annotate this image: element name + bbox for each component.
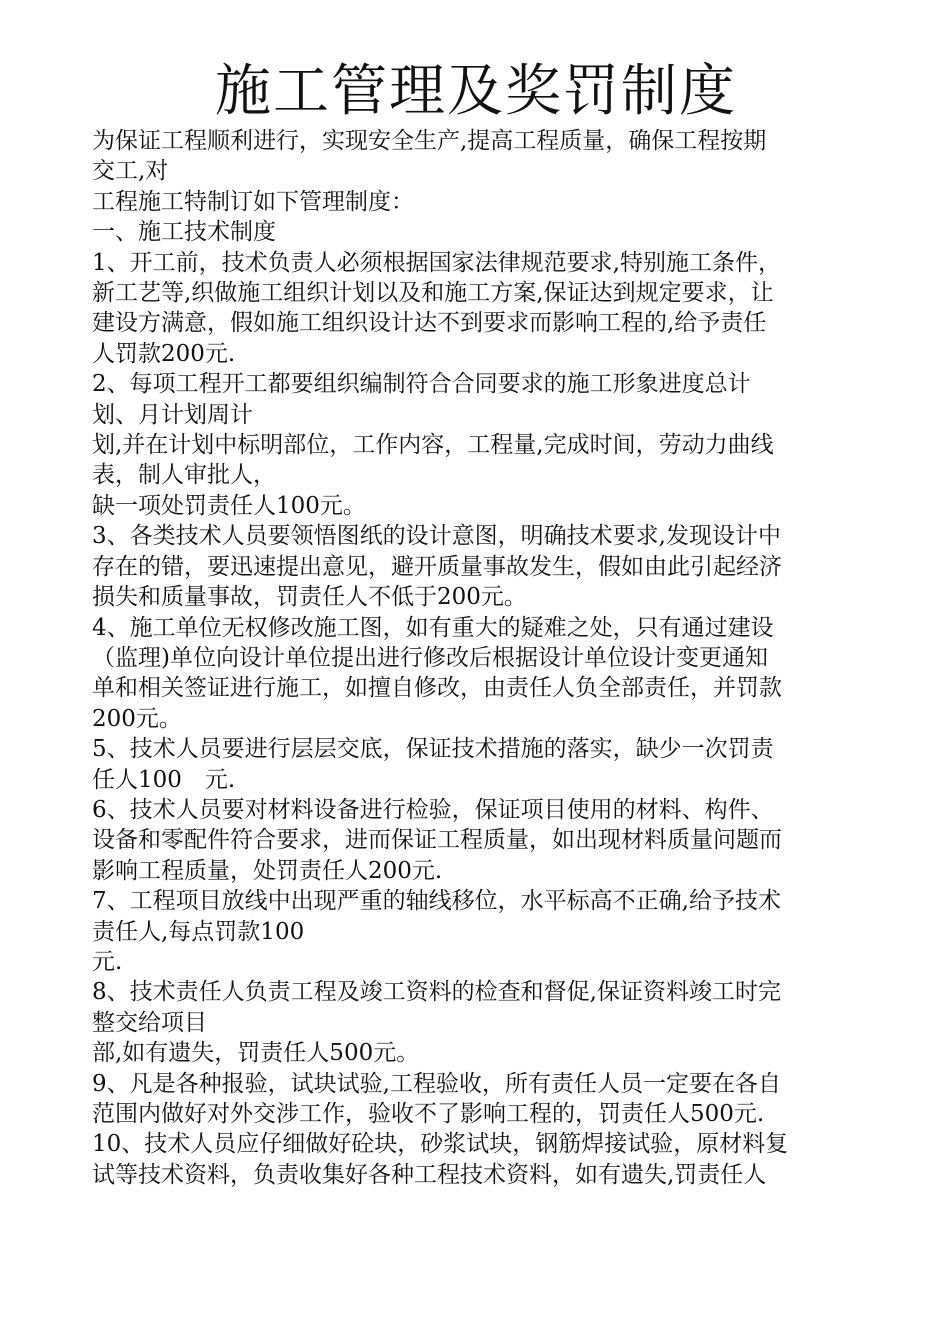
text-line: 任人100 元.: [92, 766, 236, 793]
section-heading: 一、施工技术制度: [92, 219, 276, 246]
text-line: 为保证工程顺利进行，实现安全生产,提高工程质量，确保工程按期: [92, 128, 767, 154]
text-line: 元.: [92, 948, 123, 975]
document-title: 施工管理及奖罚制度: [215, 59, 737, 124]
text-line: 2、每项工程开工都要组织编制符合合同要求的施工形象进度总计: [92, 371, 751, 398]
text-line: 7、工程项目放线中出现严重的轴线移位，水平标高不正确,给予技术: [92, 888, 781, 915]
text-line: 5、技术人员要进行层层交底，保证技术措施的落实，缺少一次罚责: [92, 736, 774, 763]
text-line: 整交给项目: [92, 1009, 207, 1036]
text-line: 范围内做好对外交涉工作，验收不了影响工程的，罚责任人500元.: [92, 1101, 765, 1127]
text-line: 试等技术资料，负责收集好各种工程技术资料，如有遗失,罚责任人: [92, 1161, 767, 1188]
document-page: [92, 58, 860, 1190]
text-line: 损失和质量事故，罚责任人不低于200元。: [92, 584, 527, 611]
text-line: 6、技术人员要对材料设备进行检验，保证项目使用的材料、构件、: [92, 796, 774, 823]
text-line: 存在的错，要迅速提出意见，避开质量事故发生，假如由此引起经济: [92, 553, 782, 580]
text-line: 划、月计划周计: [92, 401, 253, 428]
text-line: 建设方满意，假如施工组织设计达不到要求而影响工程的,给予责任: [92, 310, 767, 337]
text-line: 1、开工前，技术负责人必须根据国家法律规范要求,特别施工条件，: [92, 249, 781, 276]
text-line: 影响工程质量，处罚责任人200元.: [92, 857, 443, 884]
text-line: 部,如有遗失，罚责任人500元。: [92, 1040, 420, 1067]
text-line: 单和相关签证进行施工，如擅自修改，由责任人负全部责任，并罚款: [92, 675, 782, 702]
text-line: 新工艺等,织做施工组织计划以及和施工方案,保证达到规定要求，让: [92, 280, 774, 307]
text-line: 人罚款200元.: [92, 340, 236, 367]
text-line: 9、凡是各种报验，试块试验,工程验收，所有责任人员一定要在各自: [92, 1070, 781, 1097]
text-line: 表，制人审批人，: [92, 462, 276, 489]
text-line: 3、各类技术人员要领悟图纸的设计意图，明确技术要求,发现设计中: [92, 523, 781, 550]
text-line: （监理)单位向设计单位提出进行修改后根据设计单位设计变更通知: [92, 644, 768, 671]
text-line: 200元。: [92, 705, 182, 732]
text-line: 工程施工特制订如下管理制度：: [92, 188, 414, 215]
text-line: 责任人,每点罚款100: [92, 918, 305, 945]
text-line: 8、技术责任人负责工程及竣工资料的检查和督促,保证资料竣工时完: [92, 979, 781, 1006]
text-line: 划,并在计划中标明部位，工作内容，工程量,完成时间，劳动力曲线: [92, 432, 774, 459]
text-line: 4、施工单位无权修改施工图，如有重大的疑难之处，只有通过建设: [92, 614, 774, 641]
text-line: 交工,对: [92, 158, 169, 185]
text-line: 设备和零配件符合要求，进而保证工程质量，如出现材料质量问题而: [92, 827, 782, 854]
document-body: [92, 126, 860, 1190]
text-line: 缺一项处罚责任人100元。: [92, 492, 366, 519]
text-line: 10、技术人员应仔细做好砼块，砂浆试块，钢筋焊接试验，原材料复: [92, 1131, 789, 1158]
